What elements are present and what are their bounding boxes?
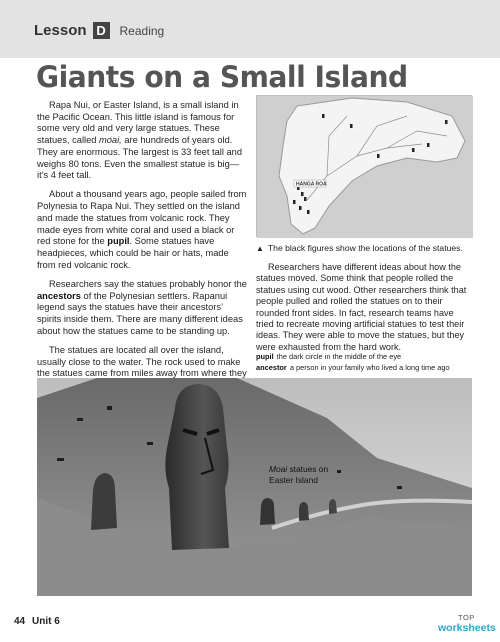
paragraph-4: The statues are located all over the island, usually close to the water. The rock used to make the statues came from miles away from where they [37, 344, 247, 379]
svg-text:∙ ∙: ∙ ∙ [429, 151, 432, 155]
svg-text:∙ ∙ ∙: ∙ ∙ ∙ [319, 105, 324, 109]
paragraph-1: Rapa Nui, or Easter Island, is a small island in the Pacific Ocean. This little island is famous for some very old and very large statues. These statues, called moai, are hundreds of years old. They are enormous. The largest is 33 feet tall and weighs 80 tons. Even the smallest statue is big—it’s 4 feet tall. [37, 100, 242, 181]
lesson-word: Lesson [34, 22, 87, 39]
topworksheets-logo [438, 613, 494, 639]
paragraph-2: About a thousand years ago, people sailed from Polynesia to Rapa Nui. They settled on the island and made the statues from volcanic rock. They made eyes from white coral and used a black or red stone for the pupil. Some statues have headpieces, which could be hair or hats, made from red volcanic rock. [37, 189, 247, 270]
paragraph-5: Researchers have different ideas about how the statues moved. Some think that people rolled the statues using cut wood. Other researchers think that people pulled and rolled the statues on to their rounded front sides. In fact, research teams have tried to recreate moving artificial statues to test their ideas. They were able to move the statues, but they were exhausted from the hard work. [256, 262, 467, 352]
map-town-label: HANGA ROA [296, 181, 327, 188]
section-label: Reading [119, 23, 165, 38]
svg-text:∙ ∙: ∙ ∙ [407, 108, 410, 112]
svg-text:∙ ∙: ∙ ∙ [333, 157, 336, 161]
svg-text:∙ ∙ ∙: ∙ ∙ ∙ [387, 155, 392, 159]
lesson-header [34, 22, 164, 39]
map-illustration [257, 96, 473, 238]
page-number: 44 [14, 616, 26, 627]
unit-label: Unit 6 [32, 616, 60, 627]
svg-text:∙ ∙: ∙ ∙ [437, 125, 440, 129]
paragraph-3: Researchers say the statues probably honor the ancestors of the Polynesian settlers. Rapanui legend says the statues have their ancestors’ spirits inside them. There are many different ideas about how the statues came to be standing up. [37, 278, 247, 336]
map-caption: ▲ The black figures show the locations of the statues. [256, 243, 463, 253]
moai-photo-illustration [37, 378, 472, 596]
island-map [256, 95, 472, 237]
logo-bottom-text: worksheets [438, 622, 496, 634]
glossary-ancestor: ancestor a person in your family who lived a long time ago [256, 363, 450, 372]
triangle-icon: ▲ [256, 244, 264, 253]
svg-text:∙ ∙: ∙ ∙ [367, 101, 370, 105]
lesson-letter-badge: D [93, 22, 110, 39]
keyword-ancestors: ancestors [37, 290, 81, 301]
svg-text:∙ ∙ ∙: ∙ ∙ ∙ [355, 133, 360, 137]
keyword-pupil: pupil [107, 236, 130, 247]
photo-caption: Moai statues on Easter Island [269, 464, 329, 485]
page-title: Giants on a Small Island [36, 60, 408, 94]
moai-photo [37, 378, 472, 596]
right-column [256, 262, 472, 361]
glossary-pupil: pupil the dark circle in the middle of the eye [256, 352, 402, 361]
logo-top-text: TOP [458, 613, 475, 622]
svg-text:∙ ∙: ∙ ∙ [397, 129, 400, 133]
